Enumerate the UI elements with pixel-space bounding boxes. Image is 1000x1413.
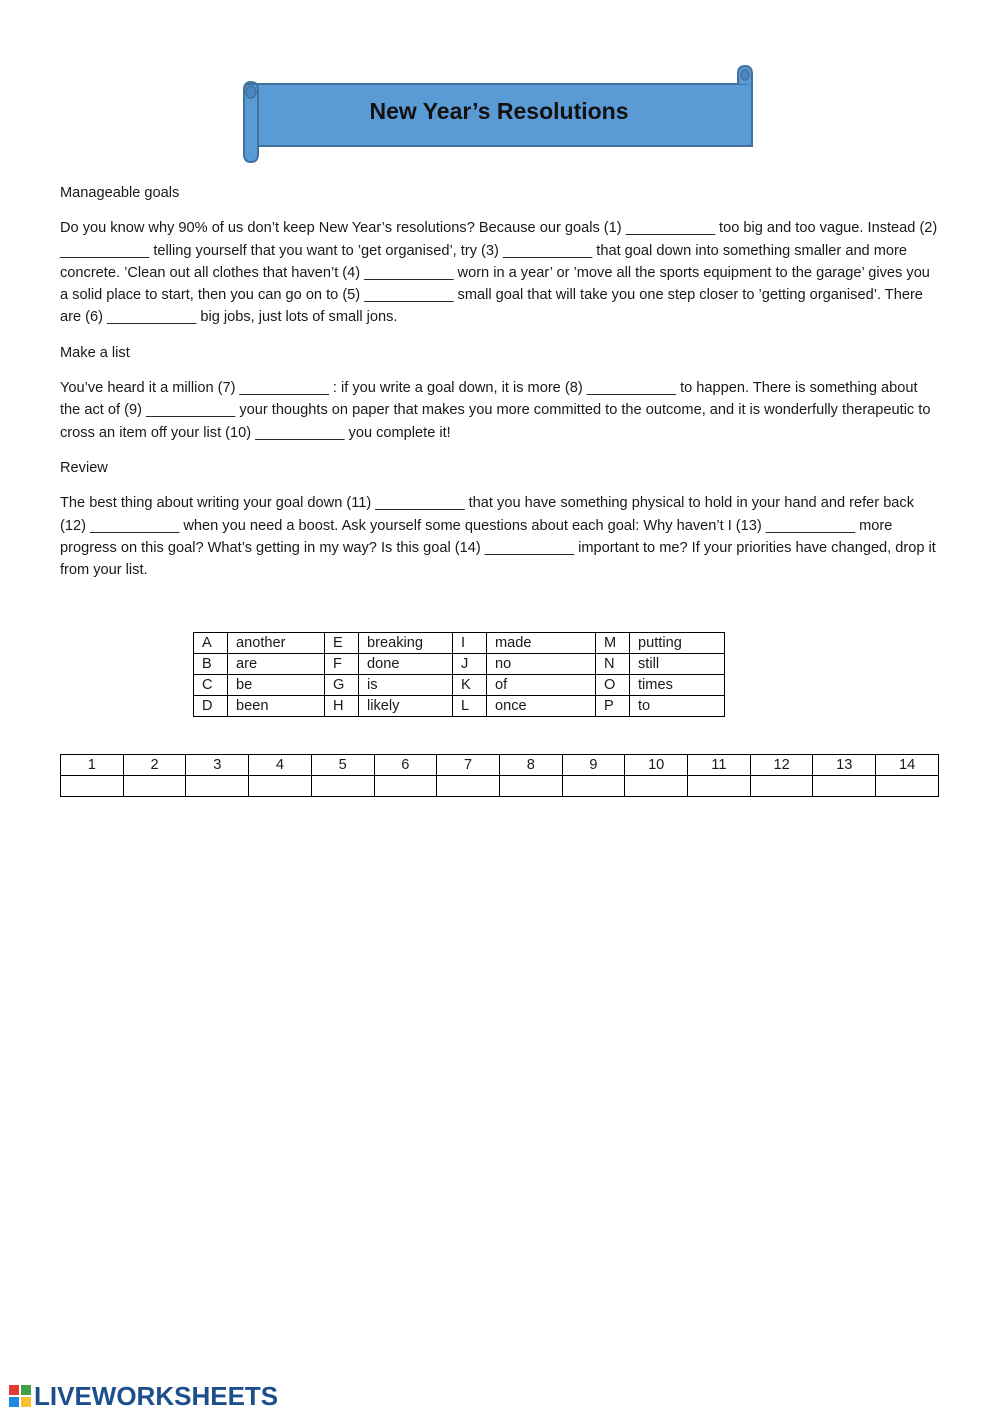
answer-cell[interactable] [249, 776, 312, 797]
answer-number: 14 [876, 755, 939, 776]
option-word: breaking [359, 633, 453, 654]
answer-number: 9 [562, 755, 625, 776]
option-word: is [359, 675, 453, 696]
answer-number: 4 [249, 755, 312, 776]
section-text-goals: Do you know why 90% of us don’t keep New Year’s resolutions? Because our goals (1) ___________ too big and too vague. Instead (2) ___________ telling yourself that you want to ’get organised’, try (3) ___________ that goal down into something smaller and more concrete. ’Clean out all clothes that haven’t (4) ___________ worn in a year’ or ’move all the sports equipment to the garage’ gives you a solid place to start, then you can go on to (5) ___________ small goal that will take you one step closer to ’getting organised’. There are (6) ___________ big jobs, just lots of small jons. [60, 220, 938, 326]
option-letter: F [325, 654, 359, 675]
answer-number: 1 [61, 755, 124, 776]
option-letter: D [194, 696, 228, 717]
section-heading-list: Make a list [60, 344, 130, 361]
option-word: be [228, 675, 325, 696]
answer-grid [60, 754, 939, 797]
option-letter: K [453, 675, 487, 696]
answer-number: 6 [374, 755, 437, 776]
option-word: times [630, 675, 725, 696]
option-word: made [487, 633, 596, 654]
answer-number: 12 [750, 755, 813, 776]
answer-cell[interactable] [186, 776, 249, 797]
answer-input-row [61, 776, 939, 797]
option-letter: I [453, 633, 487, 654]
option-letter: P [596, 696, 630, 717]
option-letter: C [194, 675, 228, 696]
answer-cell[interactable] [688, 776, 751, 797]
answer-cell[interactable] [374, 776, 437, 797]
answer-cell[interactable] [61, 776, 124, 797]
answer-number: 10 [625, 755, 688, 776]
option-letter: M [596, 633, 630, 654]
worksheet-text [60, 182, 940, 594]
answer-number: 13 [813, 755, 876, 776]
option-word: another [228, 633, 325, 654]
page-title: New Year’s Resolutions [369, 98, 629, 124]
answer-number: 2 [123, 755, 186, 776]
answer-cell[interactable] [437, 776, 500, 797]
option-letter: H [325, 696, 359, 717]
section-text-review: The best thing about writing your goal down (11) ___________ that you have something physical to hold in your hand and refer back (12) ___________ when you need a boost. Ask yourself some questions about each goal: Why haven’t I (13) ___________ more progress on this goal? What’s getting in my way? Is this goal (14) ___________ important to me? If your priorities have changed, drop it from your list. [60, 495, 936, 579]
answer-cell[interactable] [499, 776, 562, 797]
option-word: are [228, 654, 325, 675]
option-letter: L [453, 696, 487, 717]
option-letter: G [325, 675, 359, 696]
answer-number: 5 [311, 755, 374, 776]
option-letter: O [596, 675, 630, 696]
options-row [194, 633, 725, 654]
answer-cell[interactable] [562, 776, 625, 797]
letter-blocks-icon [8, 1384, 32, 1408]
option-word: done [359, 654, 453, 675]
option-word: putting [630, 633, 725, 654]
option-word: to [630, 696, 725, 717]
answer-number-row [61, 755, 939, 776]
option-letter: A [194, 633, 228, 654]
option-word: of [487, 675, 596, 696]
word-options-table [193, 632, 725, 717]
title-banner [238, 62, 760, 166]
section-heading-review: Review [60, 459, 108, 476]
option-word: been [228, 696, 325, 717]
section-text-list: You’ve heard it a million (7) ___________ : if you write a goal down, it is more (8) ___________ to happen. There is something about the act of (9) ___________ your thoughts on paper that makes you more committed to the outcome, and it is wonderfully therapeutic to cross an item off your list (10) ___________ you complete it! [60, 380, 931, 441]
answer-number: 8 [499, 755, 562, 776]
section-heading-goals: Manageable goals [60, 185, 180, 201]
option-word: likely [359, 696, 453, 717]
options-row [194, 654, 725, 675]
answer-cell[interactable] [625, 776, 688, 797]
answer-cell[interactable] [123, 776, 186, 797]
answer-cell[interactable] [813, 776, 876, 797]
option-word: still [630, 654, 725, 675]
answer-cell[interactable] [876, 776, 939, 797]
liveworksheets-logo [8, 1381, 278, 1411]
options-row [194, 675, 725, 696]
option-letter: E [325, 633, 359, 654]
answer-cell[interactable] [311, 776, 374, 797]
options-row [194, 696, 725, 717]
option-word: once [487, 696, 596, 717]
option-word: no [487, 654, 596, 675]
option-letter: J [453, 654, 487, 675]
answer-number: 11 [688, 755, 751, 776]
answer-number: 7 [437, 755, 500, 776]
option-letter: N [596, 654, 630, 675]
brand-name: LIVEWORKSHEETS [34, 1380, 279, 1411]
answer-number: 3 [186, 755, 249, 776]
option-letter: B [194, 654, 228, 675]
answer-cell[interactable] [750, 776, 813, 797]
